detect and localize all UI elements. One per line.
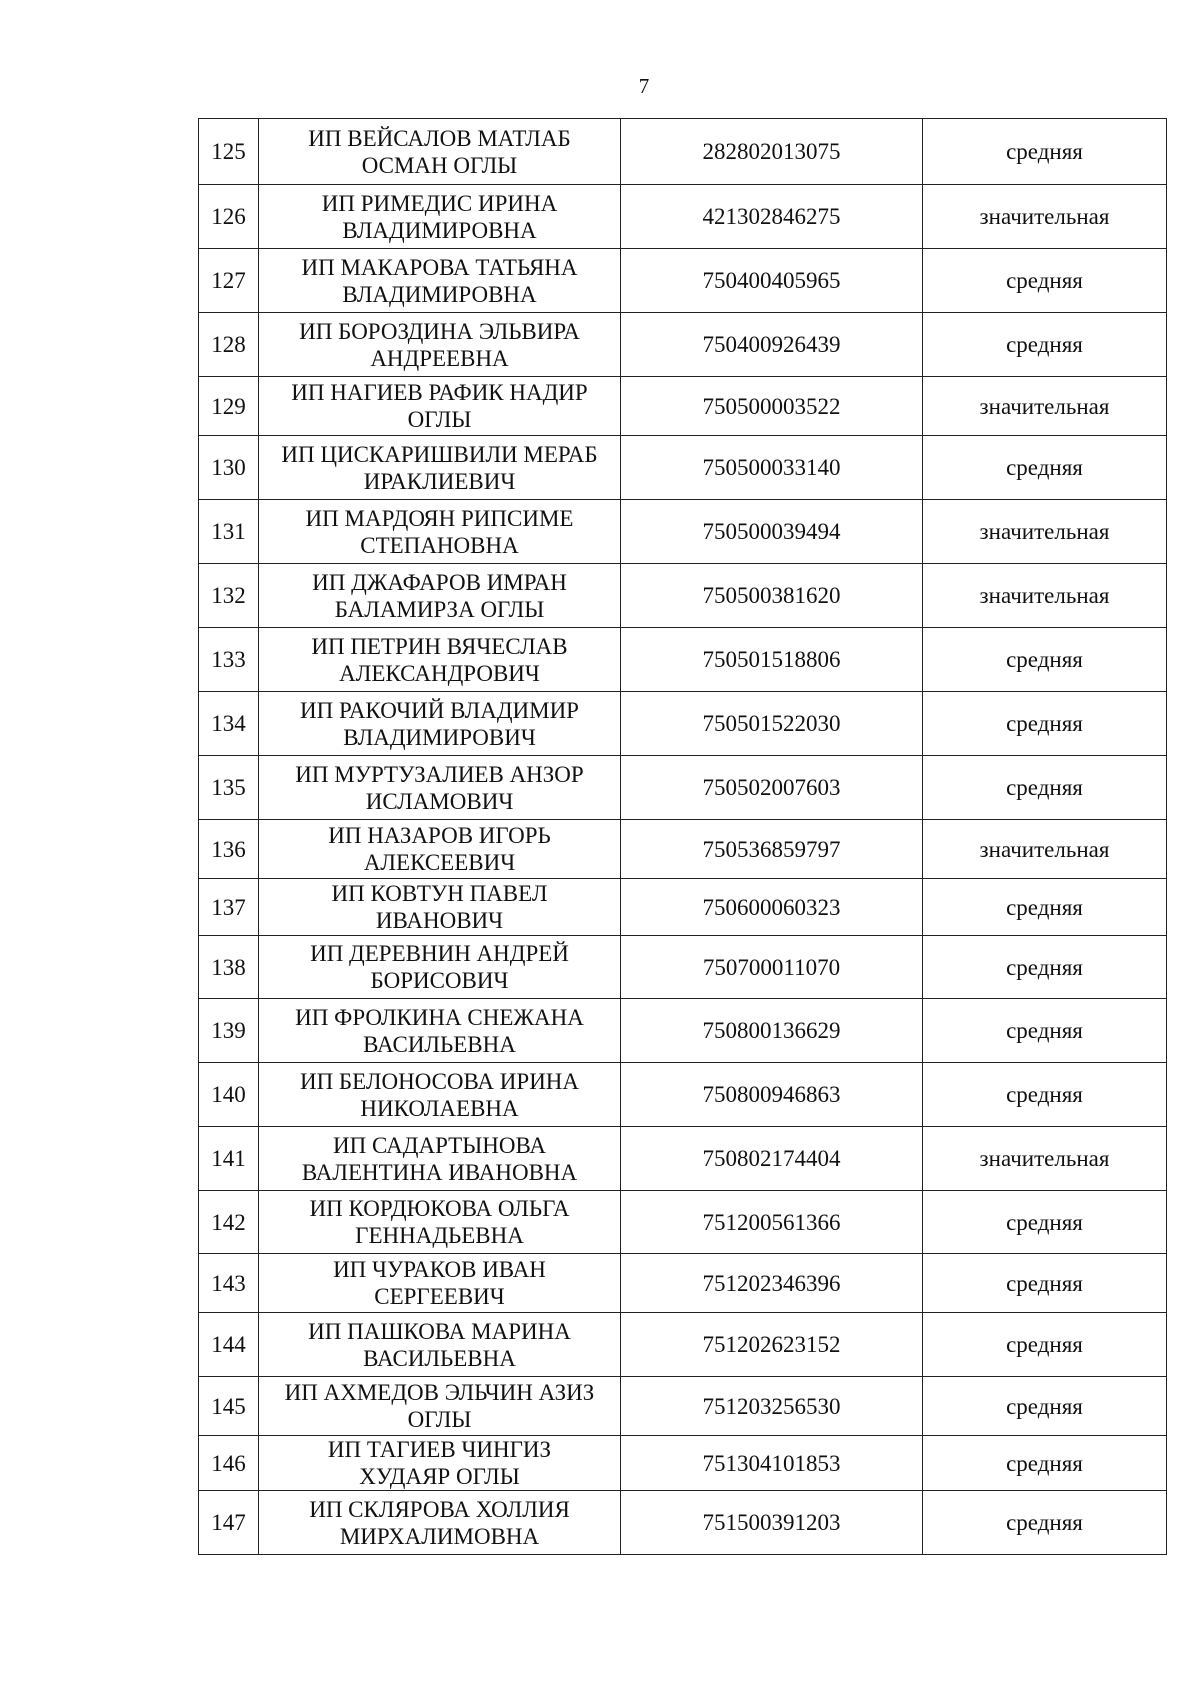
row-number: 127 — [199, 249, 259, 313]
inn-number: 282802013075 — [621, 119, 923, 185]
name-line-1: ИП КОВТУН ПАВЕЛ — [331, 881, 548, 906]
row-number: 144 — [199, 1313, 259, 1377]
risk-category: средняя — [923, 436, 1167, 500]
entrepreneur-name — [259, 628, 621, 692]
table-row — [199, 313, 1167, 377]
table-row — [199, 1063, 1167, 1127]
name-line-1: ИП МУРТУЗАЛИЕВ АНЗОР — [295, 761, 584, 787]
inn-number: 750800136629 — [621, 999, 923, 1063]
name-line-2: ВАСИЛЬЕВНА — [363, 1031, 516, 1057]
risk-category: средняя — [923, 1436, 1167, 1491]
name-line-2: БОРИСОВИЧ — [370, 968, 509, 993]
name-line-1: ИП БОРОЗДИНА ЭЛЬВИРА — [299, 318, 580, 344]
name-line-1: ИП МАРДОЯН РИПСИМЕ — [305, 505, 574, 531]
inn-number: 750600060323 — [621, 879, 923, 936]
row-number: 130 — [199, 436, 259, 500]
table-row — [199, 1127, 1167, 1191]
name-line-2: ОГЛЫ — [407, 1407, 472, 1432]
row-number: 126 — [199, 185, 259, 249]
entrepreneur-name — [259, 377, 621, 436]
name-line-2: СЕРГЕЕВИЧ — [374, 1284, 505, 1309]
entrepreneur-name — [259, 185, 621, 249]
inn-number: 750500033140 — [621, 436, 923, 500]
entrepreneur-name — [259, 249, 621, 313]
table-row — [199, 999, 1167, 1063]
table-row — [199, 377, 1167, 436]
row-number: 131 — [199, 500, 259, 564]
table-row — [199, 628, 1167, 692]
table-row — [199, 1377, 1167, 1436]
name-line-2: ИРАКЛИЕВИЧ — [363, 468, 516, 494]
inn-number: 750500003522 — [621, 377, 923, 436]
name-line-2: ИВАНОВИЧ — [375, 908, 504, 933]
name-line-2: ВЛАДИМИРОВНА — [342, 217, 537, 243]
name-line-1: ИП ФРОЛКИНА СНЕЖАНА — [295, 1004, 584, 1030]
table-row — [199, 1313, 1167, 1377]
entrepreneur-name — [259, 1063, 621, 1127]
name-line-2: ОСМАН ОГЛЫ — [361, 152, 518, 178]
name-line-2: ВЛАДИМИРОВНА — [342, 281, 537, 307]
entrepreneur-name — [259, 1254, 621, 1313]
name-line-1: ИП АХМЕДОВ ЭЛЬЧИН АЗИЗ — [284, 1380, 595, 1405]
name-line-2: ХУДАЯР ОГЛЫ — [359, 1464, 520, 1489]
table-row — [199, 185, 1167, 249]
row-number: 132 — [199, 564, 259, 628]
risk-category: средняя — [923, 692, 1167, 756]
row-number: 135 — [199, 756, 259, 820]
risk-category: средняя — [923, 1254, 1167, 1313]
name-line-1: ИП ТАГИЕВ ЧИНГИЗ — [327, 1437, 552, 1462]
row-number: 145 — [199, 1377, 259, 1436]
risk-category: средняя — [923, 879, 1167, 936]
inn-number: 750802174404 — [621, 1127, 923, 1191]
name-line-1: ИП СКЛЯРОВА ХОЛЛИЯ — [309, 1496, 570, 1522]
entrepreneur-name — [259, 500, 621, 564]
row-number: 141 — [199, 1127, 259, 1191]
entrepreneur-name — [259, 313, 621, 377]
name-line-1: ИП ЦИСКАРИШВИЛИ МЕРАБ — [281, 441, 598, 467]
table-row — [199, 1191, 1167, 1254]
name-line-1: ИП КОРДЮКОВА ОЛЬГА — [309, 1196, 570, 1221]
entrepreneur-name — [259, 936, 621, 999]
inn-number: 751500391203 — [621, 1491, 923, 1555]
name-line-2: ОГЛЫ — [407, 407, 472, 432]
entrepreneur-name — [259, 119, 621, 185]
row-number: 129 — [199, 377, 259, 436]
entrepreneur-name — [259, 1127, 621, 1191]
inn-number: 751202623152 — [621, 1313, 923, 1377]
table-row — [199, 564, 1167, 628]
risk-category: средняя — [923, 1491, 1167, 1555]
risk-category: средняя — [923, 756, 1167, 820]
name-line-2: АНДРЕЕВНА — [370, 345, 509, 371]
name-line-1: ИП ПАШКОВА МАРИНА — [308, 1318, 571, 1344]
row-number: 147 — [199, 1491, 259, 1555]
risk-category: средняя — [923, 313, 1167, 377]
name-line-1: ИП БЕЛОНОСОВА ИРИНА — [299, 1068, 580, 1094]
name-line-1: ИП НАЗАРОВ ИГОРЬ — [328, 823, 551, 848]
table-row — [199, 879, 1167, 936]
name-line-2: БАЛАМИРЗА ОГЛЫ — [334, 596, 545, 622]
risk-category: значительная — [923, 500, 1167, 564]
risk-category: средняя — [923, 936, 1167, 999]
risk-category: средняя — [923, 119, 1167, 185]
registry-table — [198, 118, 1167, 1555]
inn-number: 751203256530 — [621, 1377, 923, 1436]
name-line-1: ИП РИМЕДИС ИРИНА — [321, 190, 558, 216]
inn-number: 750501518806 — [621, 628, 923, 692]
risk-category: средняя — [923, 1063, 1167, 1127]
risk-category: значительная — [923, 564, 1167, 628]
name-line-2: ВАСИЛЬЕВНА — [363, 1345, 516, 1371]
name-line-2: МИРХАЛИМОВНА — [339, 1523, 540, 1549]
inn-number: 750500039494 — [621, 500, 923, 564]
inn-number: 751304101853 — [621, 1436, 923, 1491]
name-line-1: ИП РАКОЧИЙ ВЛАДИМИР — [300, 697, 579, 723]
inn-number: 750536859797 — [621, 820, 923, 879]
risk-category: средняя — [923, 999, 1167, 1063]
name-line-1: ИП МАКАРОВА ТАТЬЯНА — [301, 254, 578, 280]
entrepreneur-name — [259, 820, 621, 879]
name-line-1: ИП САДАРТЫНОВА — [333, 1132, 546, 1158]
row-number: 139 — [199, 999, 259, 1063]
risk-category: средняя — [923, 1313, 1167, 1377]
inn-number: 750400926439 — [621, 313, 923, 377]
entrepreneur-name — [259, 879, 621, 936]
entrepreneur-name — [259, 692, 621, 756]
name-line-1: ИП НАГИЕВ РАФИК НАДИР — [291, 380, 588, 405]
risk-category: значительная — [923, 185, 1167, 249]
name-line-2: СТЕПАНОВНА — [360, 532, 519, 558]
registry-table-body — [199, 119, 1167, 1555]
name-line-1: ИП ЧУРАКОВ ИВАН — [333, 1257, 546, 1282]
risk-category: средняя — [923, 628, 1167, 692]
row-number: 137 — [199, 879, 259, 936]
inn-number: 750700011070 — [621, 936, 923, 999]
name-line-1: ИП ПЕТРИН ВЯЧЕСЛАВ — [311, 633, 568, 659]
inn-number: 750502007603 — [621, 756, 923, 820]
name-line-2: ВЛАДИМИРОВИЧ — [343, 724, 536, 750]
inn-number: 421302846275 — [621, 185, 923, 249]
row-number: 128 — [199, 313, 259, 377]
entrepreneur-name — [259, 1491, 621, 1555]
risk-category: средняя — [923, 1377, 1167, 1436]
page-number: 7 — [638, 74, 650, 98]
table-row — [199, 1436, 1167, 1491]
entrepreneur-name — [259, 436, 621, 500]
name-line-1: ИП ДЕРЕВНИН АНДРЕЙ — [310, 941, 569, 966]
entrepreneur-name — [259, 1191, 621, 1254]
row-number: 146 — [199, 1436, 259, 1491]
inn-number: 750500381620 — [621, 564, 923, 628]
row-number: 134 — [199, 692, 259, 756]
entrepreneur-name — [259, 1377, 621, 1436]
row-number: 143 — [199, 1254, 259, 1313]
entrepreneur-name — [259, 756, 621, 820]
risk-category: средняя — [923, 1191, 1167, 1254]
table-row — [199, 500, 1167, 564]
risk-category: значительная — [923, 377, 1167, 436]
row-number: 133 — [199, 628, 259, 692]
row-number: 138 — [199, 936, 259, 999]
table-row — [199, 692, 1167, 756]
risk-category: значительная — [923, 1127, 1167, 1191]
inn-number: 750501522030 — [621, 692, 923, 756]
name-line-2: АЛЕКСАНДРОВИЧ — [339, 660, 540, 686]
table-row — [199, 1254, 1167, 1313]
name-line-2: АЛЕКСЕЕВИЧ — [363, 850, 516, 875]
inn-number: 751200561366 — [621, 1191, 923, 1254]
risk-category: значительная — [923, 820, 1167, 879]
name-line-1: ИП ДЖАФАРОВ ИМРАН — [312, 569, 567, 595]
inn-number: 751202346396 — [621, 1254, 923, 1313]
inn-number: 750800946863 — [621, 1063, 923, 1127]
entrepreneur-name — [259, 999, 621, 1063]
name-line-2: НИКОЛАЕВНА — [360, 1095, 519, 1121]
table-row — [199, 249, 1167, 313]
entrepreneur-name — [259, 564, 621, 628]
table-row — [199, 1491, 1167, 1555]
name-line-1: ИП ВЕЙСАЛОВ МАТЛАБ — [308, 125, 571, 151]
entrepreneur-name — [259, 1436, 621, 1491]
name-line-2: ИСЛАМОВИЧ — [365, 788, 514, 814]
inn-number: 750400405965 — [621, 249, 923, 313]
table-row — [199, 436, 1167, 500]
entrepreneur-name — [259, 1313, 621, 1377]
row-number: 142 — [199, 1191, 259, 1254]
name-line-2: ВАЛЕНТИНА ИВАНОВНА — [301, 1159, 578, 1185]
name-line-2: ГЕННАДЬЕВНА — [355, 1223, 524, 1248]
table-row — [199, 820, 1167, 879]
row-number: 140 — [199, 1063, 259, 1127]
table-row — [199, 756, 1167, 820]
table-row — [199, 936, 1167, 999]
row-number: 136 — [199, 820, 259, 879]
row-number: 125 — [199, 119, 259, 185]
risk-category: средняя — [923, 249, 1167, 313]
table-row — [199, 119, 1167, 185]
